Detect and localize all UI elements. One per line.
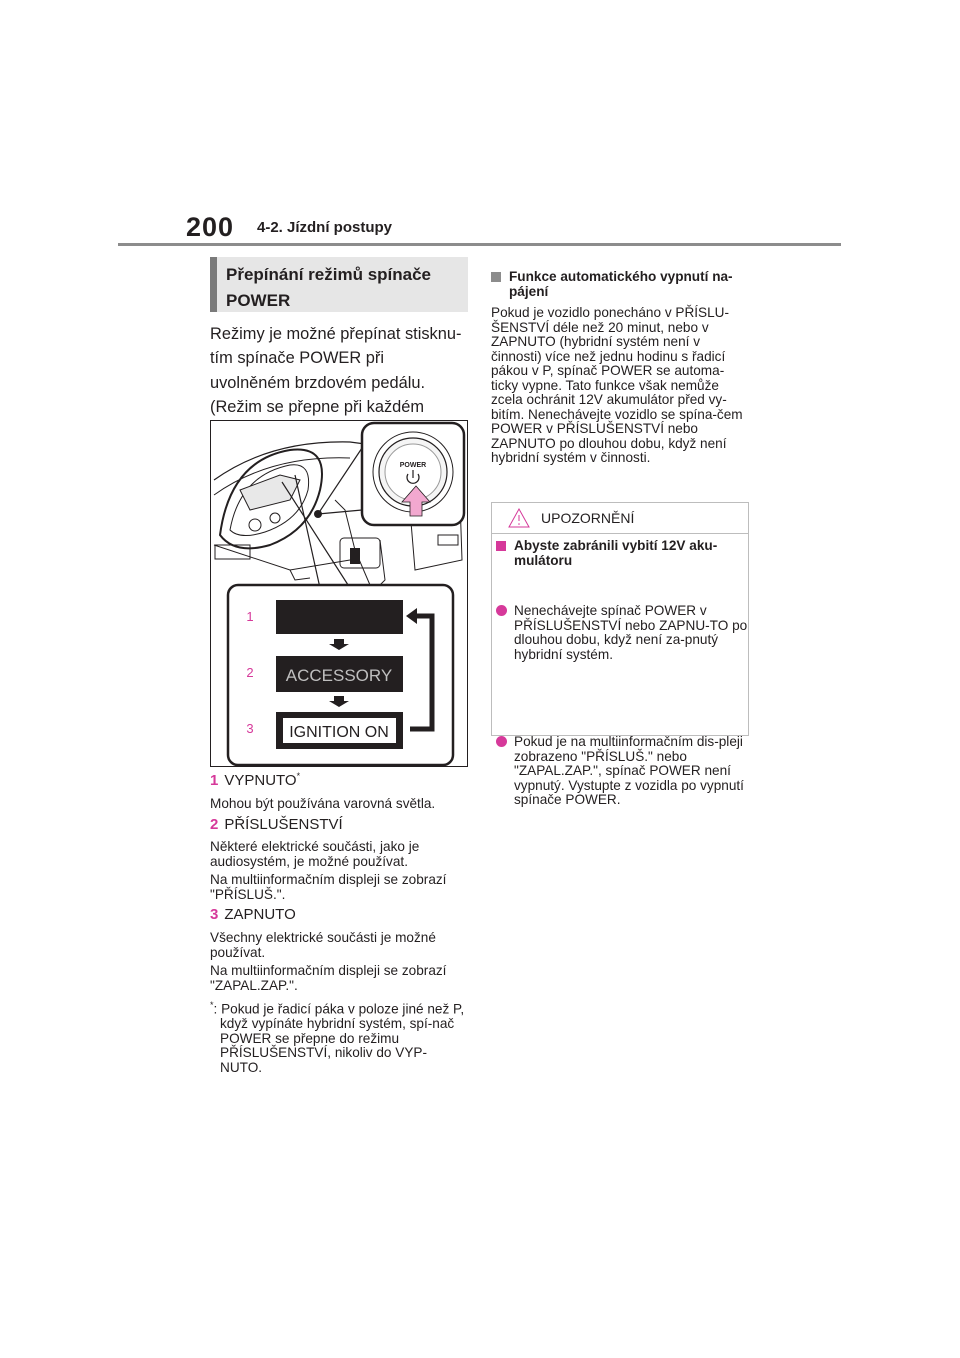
caution-divider [492, 533, 748, 534]
item-3-number: 3 [210, 906, 219, 923]
item-1-title [210, 771, 300, 789]
bullet-dot-icon [496, 605, 507, 616]
auto-off-heading-text: Funkce automatického vypnutí na-pájení [509, 269, 733, 299]
item-2-number: 2 [210, 816, 219, 833]
item-3-label: ZAPNUTO [224, 906, 296, 923]
square-bullet-icon [496, 541, 506, 551]
caution-heading-text: Abyste zabránili vybití 12V aku-mulátoru [514, 538, 718, 568]
item-2-title [210, 816, 343, 833]
mode-number-1: 1 [246, 609, 254, 624]
dashboard-illustration [210, 420, 468, 767]
caution-title: UPOZORNĚNÍ [541, 510, 635, 526]
mode-number-3: 3 [246, 721, 254, 736]
item-3-title [210, 906, 296, 923]
header-divider [118, 243, 841, 246]
mode-display-ignition-text: IGNITION ON [289, 724, 389, 741]
item-1-text: Mohou být používána varovná světla. [210, 796, 436, 811]
item-3-text-2: Na multiinformačním displeji se zobrazí "ZAPAL.ZAP.". [210, 963, 447, 993]
square-bullet-icon [491, 272, 501, 282]
item-2-text-1: Některé elektrické součásti, jako je audiosystém, je možné používat. [210, 839, 420, 869]
page-number: 200 [186, 212, 235, 242]
auto-off-paragraph: Pokud je vozidlo ponecháno v PŘÍSLU-ŠENSTVÍ déle než 20 minut, nebo v ZAPNUTO (hybridní systém není v činnosti) více než jednu hodinu s řadicí pákou v P, spínač POWER se automa-ticky vypne. Tato funkce však nemůže zcela ochránit 12V akumulátor před vy-bitím. Nenechávejte vozidlo se spína-čem POWER v PŘÍSLUŠENSTVÍ nebo ZAPNUTO po dlouhou dobu, když není hybridní systém v činnosti. [491, 305, 743, 465]
intro-paragraph: Režimy je možné přepínat stisknu-tím spínače POWER při uvolněném brzdovém pedálu. (Režim se přepne při každém [210, 325, 462, 417]
warning-triangle-icon [507, 507, 531, 529]
footnote-mark: * [210, 1000, 214, 1010]
caution-bullet-2-text: Pokud je na multiinformačním dis-pleji zobrazeno "PŘÍSLUŠ." nebo "ZAPAL.ZAP.", spínač POWER není vypnutý. Vystupte z vozidla po vypnutí spínače POWER. [514, 734, 744, 807]
heading-bar [210, 257, 217, 312]
caution-bullet-1 [496, 604, 748, 662]
power-switch-figure [210, 420, 468, 767]
mode-display-off [276, 600, 403, 634]
power-button-label: POWER [399, 462, 427, 469]
item-1-number: 1 [210, 772, 219, 789]
caution-box [491, 502, 749, 807]
item-1-label: VYPNUTO [224, 772, 297, 789]
section-title: 4-2. Jízdní postupy [257, 219, 393, 236]
caution-heading [496, 539, 750, 568]
auto-off-heading [491, 270, 767, 299]
item-1-footnote-mark: * [296, 771, 301, 781]
caution-header [492, 503, 748, 533]
footnote [210, 998, 468, 1075]
mode-number-2: 2 [246, 665, 254, 680]
item-2-label: PŘÍSLUŠENSTVÍ [224, 816, 343, 833]
heading-text: Přepínání režimů spínače POWER [226, 265, 432, 310]
item-3-text-1: Všechny elektrické součásti je možné používat. [210, 930, 436, 960]
caution-bullet-1-text: Nenechávejte spínač POWER v PŘÍSLUŠENSTVÍ nebo ZAPNU-TO po dlouhou dobu, když není za-pnutý hybridní systém. [514, 603, 748, 662]
section-heading [210, 257, 468, 312]
mode-display-accessory-text: ACCESSORY [285, 666, 393, 685]
item-2-text-2: Na multiinformačním displeji se zobrazí "PŘÍSLUŠ.". [210, 872, 447, 902]
bullet-dot-icon [496, 736, 507, 747]
caution-bullet-2 [496, 735, 748, 808]
footnote-text: : Pokud je řadicí páka v poloze jiné než P, když vypínáte hybridní systém, spí-nač POWER se přepne do režimu PŘÍSLUŠENSTVÍ, nikoliv do VYP-NUTO. [213, 1001, 465, 1075]
